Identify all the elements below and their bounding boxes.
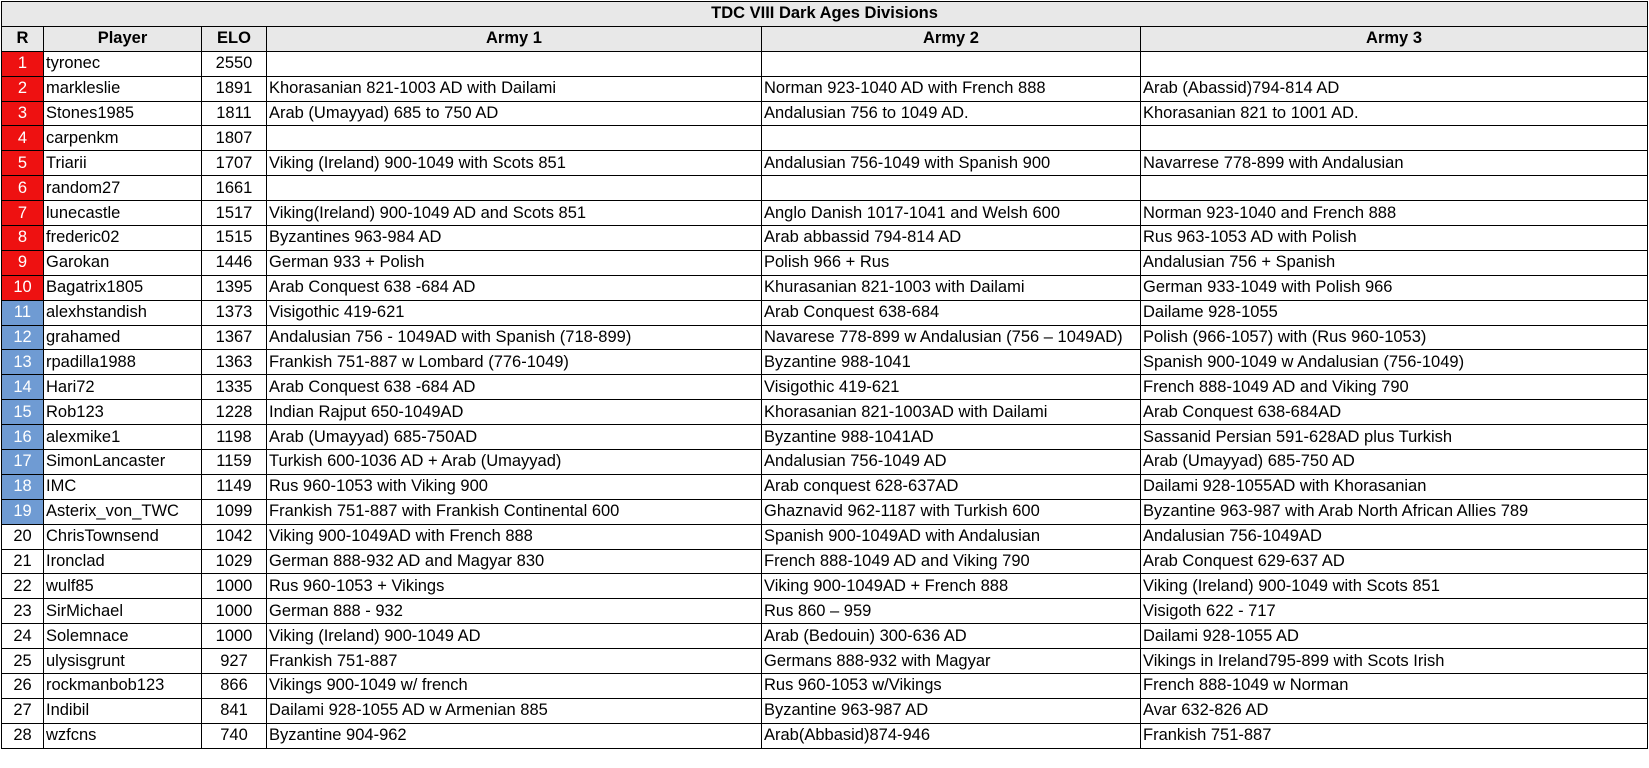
army-3-cell: Rus 963-1053 AD with Polish: [1141, 226, 1648, 251]
rank-cell: 28: [2, 723, 44, 748]
rank-cell: 2: [2, 76, 44, 101]
army-2-cell: French 888-1049 AD and Viking 790: [762, 549, 1141, 574]
army-3-cell: Norman 923-1040 and French 888: [1141, 201, 1648, 226]
header-army-1: Army 1: [267, 26, 762, 51]
table-row: [2, 425, 1648, 450]
army-1-cell: German 933 + Polish: [267, 250, 762, 275]
elo-cell: 1661: [202, 176, 267, 201]
army-3-cell: Frankish 751-887: [1141, 723, 1648, 748]
army-2-cell: Ghaznavid 962-1187 with Turkish 600: [762, 499, 1141, 524]
elo-cell: 1042: [202, 524, 267, 549]
army-1-cell: Arab Conquest 638 -684 AD: [267, 275, 762, 300]
header-army-2: Army 2: [762, 26, 1141, 51]
elo-cell: 1395: [202, 275, 267, 300]
player-cell: Hari72: [44, 375, 202, 400]
table-row: [2, 624, 1648, 649]
elo-cell: 866: [202, 674, 267, 699]
rank-cell: 21: [2, 549, 44, 574]
army-1-cell: German 888-932 AD and Magyar 830: [267, 549, 762, 574]
rank-cell: 5: [2, 151, 44, 176]
elo-cell: 1811: [202, 101, 267, 126]
army-2-cell: [762, 176, 1141, 201]
elo-cell: 1149: [202, 474, 267, 499]
table-row: [2, 674, 1648, 699]
player-cell: frederic02: [44, 226, 202, 251]
rank-cell: 9: [2, 250, 44, 275]
elo-cell: 1515: [202, 226, 267, 251]
army-3-cell: [1141, 176, 1648, 201]
army-1-cell: Khorasanian 821-1003 AD with Dailami: [267, 76, 762, 101]
player-cell: ChrisTownsend: [44, 524, 202, 549]
rank-cell: 13: [2, 350, 44, 375]
rank-cell: 26: [2, 674, 44, 699]
rank-cell: 17: [2, 450, 44, 475]
army-2-cell: Andalusian 756-1049 with Spanish 900: [762, 151, 1141, 176]
army-3-cell: Navarrese 778-899 with Andalusian: [1141, 151, 1648, 176]
header-army-3: Army 3: [1141, 26, 1648, 51]
army-2-cell: Navarese 778-899 w Andalusian (756 – 1049AD): [762, 325, 1141, 350]
army-2-cell: Anglo Danish 1017-1041 and Welsh 600: [762, 201, 1141, 226]
rank-cell: 27: [2, 698, 44, 723]
player-cell: alexmike1: [44, 425, 202, 450]
elo-cell: 1198: [202, 425, 267, 450]
elo-cell: 2550: [202, 51, 267, 76]
player-cell: Indibil: [44, 698, 202, 723]
army-2-cell: Polish 966 + Rus: [762, 250, 1141, 275]
army-1-cell: Rus 960-1053 + Vikings: [267, 574, 762, 599]
army-1-cell: Turkish 600-1036 AD + Arab (Umayyad): [267, 450, 762, 475]
army-1-cell: [267, 176, 762, 201]
elo-cell: 1517: [202, 201, 267, 226]
table-row: [2, 400, 1648, 425]
army-1-cell: Frankish 751-887 w Lombard (776-1049): [267, 350, 762, 375]
army-1-cell: Frankish 751-887 with Frankish Continental 600: [267, 499, 762, 524]
army-2-cell: Arab(Abbasid)874-946: [762, 723, 1141, 748]
army-2-cell: Khurasanian 821-1003 with Dailami: [762, 275, 1141, 300]
table-row: [2, 375, 1648, 400]
rank-cell: 1: [2, 51, 44, 76]
rank-cell: 18: [2, 474, 44, 499]
table-row: [2, 300, 1648, 325]
army-3-cell: Dailame 928-1055: [1141, 300, 1648, 325]
table-title: TDC VIII Dark Ages Divisions: [2, 2, 1648, 27]
table-row: [2, 201, 1648, 226]
table-row: [2, 101, 1648, 126]
army-1-cell: Arab Conquest 638 -684 AD: [267, 375, 762, 400]
army-3-cell: Sassanid Persian 591-628AD plus Turkish: [1141, 425, 1648, 450]
army-3-cell: Arab Conquest 638-684AD: [1141, 400, 1648, 425]
elo-cell: 1000: [202, 599, 267, 624]
army-1-cell: Dailami 928-1055 AD w Armenian 885: [267, 698, 762, 723]
army-3-cell: Visigoth 622 - 717: [1141, 599, 1648, 624]
table-row: [2, 723, 1648, 748]
table-row: [2, 450, 1648, 475]
army-1-cell: Viking(Ireland) 900-1049 AD and Scots 851: [267, 201, 762, 226]
army-2-cell: [762, 51, 1141, 76]
army-1-cell: Andalusian 756 - 1049AD with Spanish (718-899): [267, 325, 762, 350]
player-cell: random27: [44, 176, 202, 201]
header-rank: R: [2, 26, 44, 51]
rank-cell: 16: [2, 425, 44, 450]
table-row: [2, 574, 1648, 599]
elo-cell: 1707: [202, 151, 267, 176]
army-1-cell: Arab (Umayyad) 685 to 750 AD: [267, 101, 762, 126]
army-1-cell: [267, 126, 762, 151]
army-3-cell: Arab (Umayyad) 685-750 AD: [1141, 450, 1648, 475]
header-row: [2, 26, 1648, 51]
army-2-cell: Andalusian 756 to 1049 AD.: [762, 101, 1141, 126]
table-row: [2, 176, 1648, 201]
player-cell: wulf85: [44, 574, 202, 599]
army-2-cell: Arab Conquest 638-684: [762, 300, 1141, 325]
header-elo: ELO: [202, 26, 267, 51]
table-row: [2, 698, 1648, 723]
rank-cell: 23: [2, 599, 44, 624]
army-3-cell: Byzantine 963-987 with Arab North African Allies 789: [1141, 499, 1648, 524]
table-row: [2, 51, 1648, 76]
army-3-cell: [1141, 51, 1648, 76]
army-1-cell: Visigothic 419-621: [267, 300, 762, 325]
table-row: [2, 151, 1648, 176]
army-3-cell: Dailami 928-1055AD with Khorasanian: [1141, 474, 1648, 499]
table-row: [2, 325, 1648, 350]
player-cell: rpadilla1988: [44, 350, 202, 375]
player-cell: alexhstandish: [44, 300, 202, 325]
rank-cell: 3: [2, 101, 44, 126]
army-2-cell: Norman 923-1040 AD with French 888: [762, 76, 1141, 101]
army-2-cell: Germans 888-932 with Magyar: [762, 649, 1141, 674]
rank-cell: 24: [2, 624, 44, 649]
player-cell: SirMichael: [44, 599, 202, 624]
army-3-cell: French 888-1049 w Norman: [1141, 674, 1648, 699]
army-3-cell: French 888-1049 AD and Viking 790: [1141, 375, 1648, 400]
army-2-cell: Khorasanian 821-1003AD with Dailami: [762, 400, 1141, 425]
army-2-cell: Visigothic 419-621: [762, 375, 1141, 400]
player-cell: Garokan: [44, 250, 202, 275]
army-2-cell: Byzantine 963-987 AD: [762, 698, 1141, 723]
player-cell: Ironclad: [44, 549, 202, 574]
header-player: Player: [44, 26, 202, 51]
elo-cell: 1891: [202, 76, 267, 101]
army-3-cell: [1141, 126, 1648, 151]
player-cell: tyronec: [44, 51, 202, 76]
elo-cell: 841: [202, 698, 267, 723]
elo-cell: 1029: [202, 549, 267, 574]
player-cell: SimonLancaster: [44, 450, 202, 475]
player-cell: ulysisgrunt: [44, 649, 202, 674]
army-3-cell: Spanish 900-1049 w Andalusian (756-1049): [1141, 350, 1648, 375]
army-3-cell: Avar 632-826 AD: [1141, 698, 1648, 723]
army-3-cell: Dailami 928-1055 AD: [1141, 624, 1648, 649]
rank-cell: 22: [2, 574, 44, 599]
army-1-cell: Frankish 751-887: [267, 649, 762, 674]
rank-cell: 10: [2, 275, 44, 300]
army-1-cell: Indian Rajput 650-1049AD: [267, 400, 762, 425]
army-1-cell: German 888 - 932: [267, 599, 762, 624]
player-cell: Stones1985: [44, 101, 202, 126]
army-1-cell: Vikings 900-1049 w/ french: [267, 674, 762, 699]
elo-cell: 1373: [202, 300, 267, 325]
army-3-cell: Polish (966-1057) with (Rus 960-1053): [1141, 325, 1648, 350]
army-1-cell: Viking (Ireland) 900-1049 AD: [267, 624, 762, 649]
table-row: [2, 250, 1648, 275]
elo-cell: 1099: [202, 499, 267, 524]
army-2-cell: Viking 900-1049AD + French 888: [762, 574, 1141, 599]
rank-cell: 7: [2, 201, 44, 226]
rank-cell: 12: [2, 325, 44, 350]
player-cell: markleslie: [44, 76, 202, 101]
player-cell: lunecastle: [44, 201, 202, 226]
army-1-cell: Arab (Umayyad) 685-750AD: [267, 425, 762, 450]
army-1-cell: [267, 51, 762, 76]
elo-cell: 1000: [202, 624, 267, 649]
rank-cell: 14: [2, 375, 44, 400]
army-3-cell: Andalusian 756 + Spanish: [1141, 250, 1648, 275]
elo-cell: 1363: [202, 350, 267, 375]
army-2-cell: [762, 126, 1141, 151]
army-3-cell: German 933-1049 with Polish 966: [1141, 275, 1648, 300]
elo-cell: 1807: [202, 126, 267, 151]
rank-cell: 4: [2, 126, 44, 151]
rank-cell: 6: [2, 176, 44, 201]
table-row: [2, 275, 1648, 300]
army-2-cell: Andalusian 756-1049 AD: [762, 450, 1141, 475]
army-2-cell: Byzantine 988-1041AD: [762, 425, 1141, 450]
player-cell: grahamed: [44, 325, 202, 350]
player-cell: Bagatrix1805: [44, 275, 202, 300]
army-2-cell: Arab (Bedouin) 300-636 AD: [762, 624, 1141, 649]
player-cell: rockmanbob123: [44, 674, 202, 699]
table-body: [2, 51, 1648, 748]
rank-cell: 15: [2, 400, 44, 425]
table-row: [2, 126, 1648, 151]
army-1-cell: Byzantines 963-984 AD: [267, 226, 762, 251]
elo-cell: 1228: [202, 400, 267, 425]
army-3-cell: Viking (Ireland) 900-1049 with Scots 851: [1141, 574, 1648, 599]
table-row: [2, 649, 1648, 674]
army-3-cell: Arab Conquest 629-637 AD: [1141, 549, 1648, 574]
table-row: [2, 226, 1648, 251]
player-cell: wzfcns: [44, 723, 202, 748]
rank-cell: 8: [2, 226, 44, 251]
table-row: [2, 350, 1648, 375]
elo-cell: 1367: [202, 325, 267, 350]
rank-cell: 19: [2, 499, 44, 524]
army-2-cell: Arab abbassid 794-814 AD: [762, 226, 1141, 251]
table-row: [2, 499, 1648, 524]
army-2-cell: Arab conquest 628-637AD: [762, 474, 1141, 499]
army-2-cell: Rus 860 – 959: [762, 599, 1141, 624]
table-row: [2, 474, 1648, 499]
elo-cell: 740: [202, 723, 267, 748]
army-1-cell: Viking (Ireland) 900-1049 with Scots 851: [267, 151, 762, 176]
player-cell: IMC: [44, 474, 202, 499]
table-row: [2, 524, 1648, 549]
army-2-cell: Byzantine 988-1041: [762, 350, 1141, 375]
table-row: [2, 76, 1648, 101]
rank-cell: 25: [2, 649, 44, 674]
elo-cell: 1446: [202, 250, 267, 275]
elo-cell: 1000: [202, 574, 267, 599]
army-1-cell: Byzantine 904-962: [267, 723, 762, 748]
player-cell: Asterix_von_TWC: [44, 499, 202, 524]
player-cell: carpenkm: [44, 126, 202, 151]
elo-cell: 927: [202, 649, 267, 674]
army-3-cell: Vikings in Ireland795-899 with Scots Irish: [1141, 649, 1648, 674]
army-1-cell: Viking 900-1049AD with French 888: [267, 524, 762, 549]
army-2-cell: Spanish 900-1049AD with Andalusian: [762, 524, 1141, 549]
army-3-cell: Arab (Abassid)794-814 AD: [1141, 76, 1648, 101]
army-1-cell: Rus 960-1053 with Viking 900: [267, 474, 762, 499]
table-row: [2, 599, 1648, 624]
elo-cell: 1335: [202, 375, 267, 400]
player-cell: Triarii: [44, 151, 202, 176]
table-row: [2, 549, 1648, 574]
army-2-cell: Rus 960-1053 w/Vikings: [762, 674, 1141, 699]
divisions-table: [1, 1, 1648, 749]
rank-cell: 20: [2, 524, 44, 549]
player-cell: Solemnace: [44, 624, 202, 649]
army-3-cell: Khorasanian 821 to 1001 AD.: [1141, 101, 1648, 126]
elo-cell: 1159: [202, 450, 267, 475]
rank-cell: 11: [2, 300, 44, 325]
army-3-cell: Andalusian 756-1049AD: [1141, 524, 1648, 549]
player-cell: Rob123: [44, 400, 202, 425]
